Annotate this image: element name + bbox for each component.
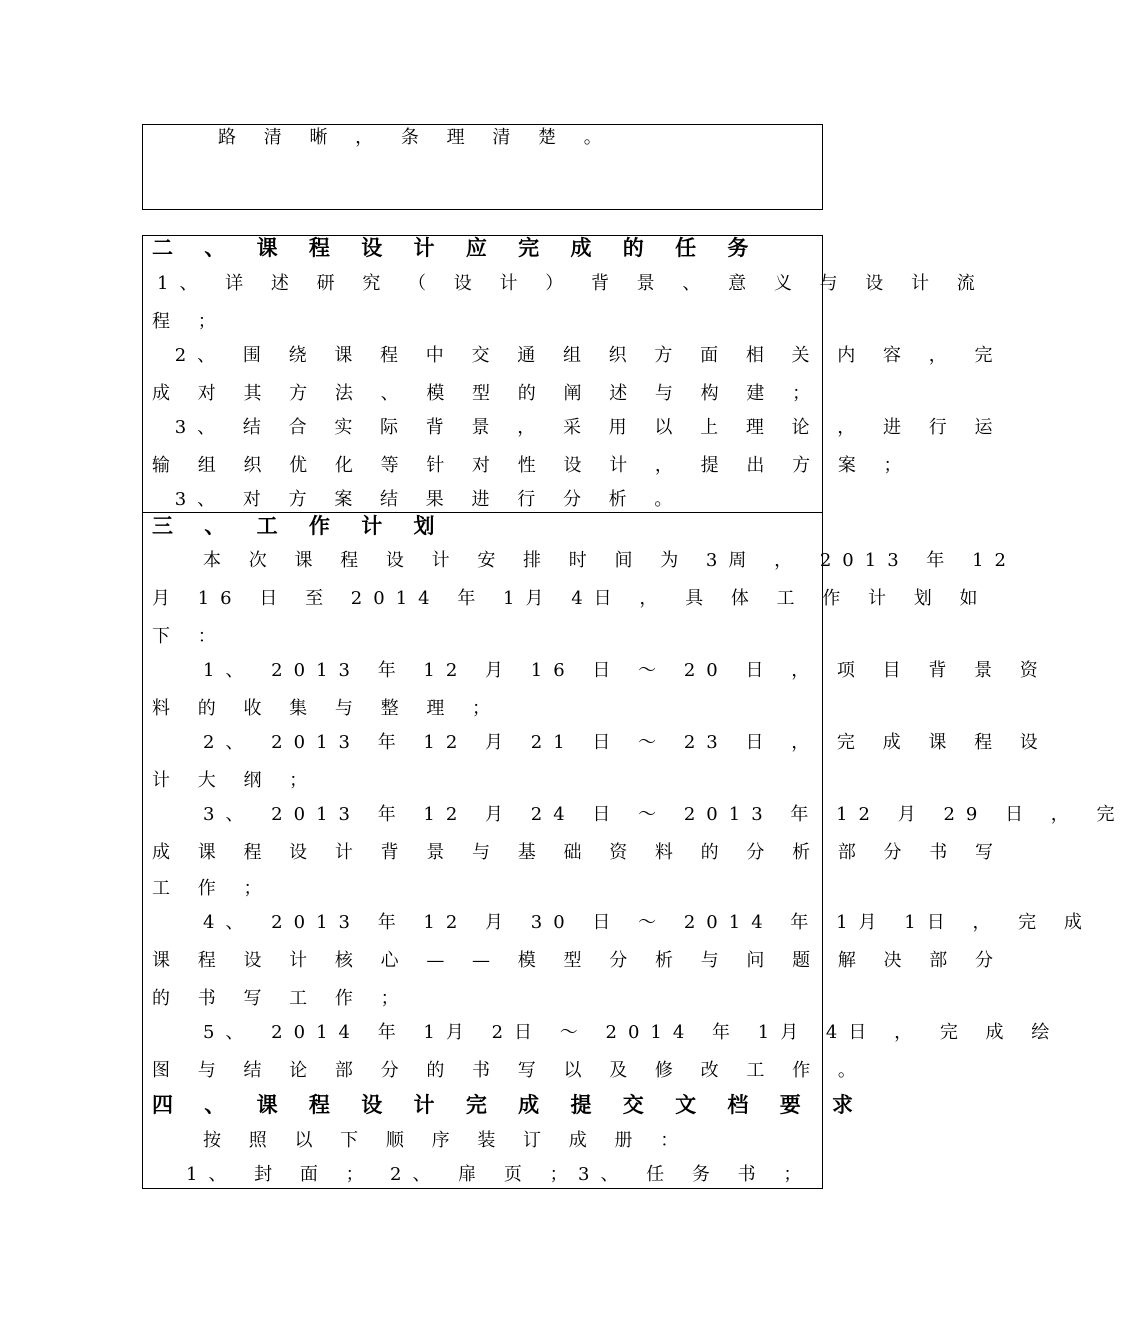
- section3-line: 成 课 程 设 计 背 景 与 基 础 资 料 的 分 析 部 分 书 写: [152, 842, 1004, 863]
- section3-line: 3、 2013 年 12 月 24 日 ～ 2013 年 12 月 29 日 ， 完: [203, 804, 1126, 825]
- section4-heading: 四 、 课 程 设 计 完 成 提 交 文 档 要 求: [152, 1092, 866, 1117]
- section3-line: 本 次 课 程 设 计 安 排 时 间 为 3周 ， 2013 年 12: [203, 550, 1017, 571]
- section3-line: 图 与 结 论 部 分 的 书 写 以 及 修 改 工 作 。: [152, 1060, 867, 1081]
- section3-line: 下 ：: [152, 626, 227, 647]
- section3-line: 工 作 ；: [152, 878, 273, 899]
- section3-line: 2、 2013 年 12 月 21 日 ～ 23 日 ， 完 成 课 程 设: [203, 732, 1049, 753]
- section3-line: 料 的 收 集 与 整 理 ；: [152, 698, 502, 719]
- section2-line: 输 组 织 优 化 等 针 对 性 设 计 ， 提 出 方 案 ；: [152, 455, 913, 476]
- section4-item: 1、 封 面 ；: [186, 1164, 375, 1185]
- section2-line: 程 ；: [152, 311, 227, 332]
- section3-line: 的 书 写 工 作 ；: [152, 988, 410, 1009]
- section4-item: 3、 任 务 书 ；: [578, 1164, 813, 1185]
- section2-line: 1、 详 述 研 究 （ 设 计 ） 背 景 、 意 义 与 设 计 流: [157, 273, 986, 294]
- section2-line: 成 对 其 方 法 、 模 型 的 阐 述 与 构 建 ；: [152, 383, 822, 404]
- section3-line: 1、 2013 年 12 月 16 日 ～ 20 日 ， 项 目 背 景 资: [203, 660, 1049, 681]
- section3-line: 4、 2013 年 12 月 30 日 ～ 2014 年 1月 1日 ， 完 成: [203, 912, 1093, 933]
- section3-heading: 三 、 工 作 计 划: [152, 513, 447, 538]
- section2-line: 3、 结 合 实 际 背 景 ， 采 用 以 上 理 论 ， 进 行 运: [158, 417, 1004, 438]
- section4-item: 2、 扉 页 ；: [390, 1164, 579, 1185]
- section3-line: 5、 2014 年 1月 2日 ～ 2014 年 1月 4日 ， 完 成 绘: [203, 1022, 1061, 1043]
- section2-heading: 二 、 课 程 设 计 应 完 成 的 任 务: [152, 235, 761, 260]
- section3-line: 课 程 设 计 核 心 — — 模 型 分 析 与 问 题 解 决 部 分: [152, 950, 1004, 971]
- section2-line: 3、 对 方 案 结 果 进 行 分 析 。: [158, 489, 684, 510]
- section2-line: 2、 围 绕 课 程 中 交 通 组 织 方 面 相 关 内 容 ， 完: [158, 345, 1004, 366]
- box1-text: 路 清 晰 ， 条 理 清 楚 。: [218, 127, 613, 148]
- section3-line: 计 大 纲 ；: [152, 770, 319, 791]
- section3-line: 月 16 日 至 2014 年 1月 4日 ， 具 体 工 作 计 划 如: [152, 588, 989, 609]
- section4-intro: 按 照 以 下 顺 序 装 订 成 册 ：: [203, 1130, 690, 1151]
